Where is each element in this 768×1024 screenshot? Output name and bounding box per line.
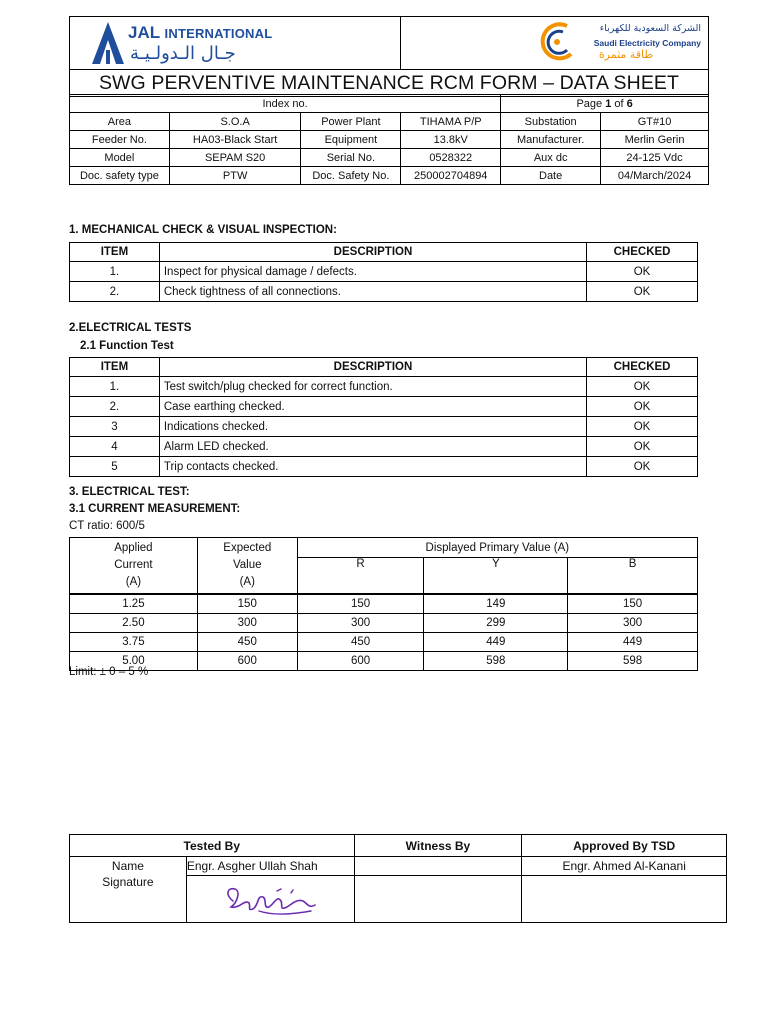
section2-subheading: 2.1 Function Test (80, 340, 174, 352)
item-description: Case earthing checked. (159, 397, 586, 417)
measure-cell: 150 (197, 594, 297, 614)
tested-by-name: Engr. Asgher Ullah Shah (186, 857, 354, 876)
table-row (70, 594, 698, 614)
table-row (70, 282, 698, 302)
info-cell: Equipment (301, 131, 401, 149)
table-row (70, 652, 698, 671)
col-item: ITEM (70, 243, 160, 262)
measure-cell: 3.75 (70, 633, 198, 652)
form-header (69, 16, 709, 97)
measure-cell: 299 (424, 614, 568, 633)
info-cell: HA03-Black Start (169, 131, 301, 149)
measure-cell: 600 (197, 652, 297, 671)
table-row (70, 437, 698, 457)
col-expected-line: Expected (223, 542, 272, 554)
table-header-row (70, 243, 698, 262)
table-row (70, 457, 698, 477)
tested-by-signature (186, 875, 354, 923)
table-row (70, 149, 709, 167)
page-of: of (611, 97, 627, 110)
col-phase-y: Y (424, 558, 568, 594)
table-row (70, 875, 727, 923)
page-indicator (501, 95, 709, 113)
signature-label: Signature (70, 875, 187, 923)
info-cell: PTW (169, 167, 301, 185)
sec-logo-arabic: الشركة السعودية للكهرباء (599, 23, 701, 34)
measure-cell: 300 (197, 614, 297, 633)
measure-cell: 300 (568, 614, 698, 633)
table-row (70, 857, 727, 876)
col-expected-line: (A) (239, 576, 255, 588)
table-row (70, 397, 698, 417)
info-cell: Aux dc (501, 149, 601, 167)
table-row (70, 262, 698, 282)
info-cell: 250002704894 (401, 167, 501, 185)
col-applied-line: Current (114, 559, 153, 571)
table-row (70, 167, 709, 185)
info-cell: 04/March/2024 (601, 167, 709, 185)
info-cell: Doc. safety type (70, 167, 170, 185)
info-cell: Feeder No. (70, 131, 170, 149)
col-expected-value (197, 538, 297, 595)
section2-heading: 2.ELECTRICAL TESTS (69, 322, 192, 334)
sec-logo-english: Saudi Electricity Company (593, 38, 701, 48)
item-checked: OK (587, 397, 698, 417)
item-description: Alarm LED checked. (159, 437, 586, 457)
jal-logo-text: JAL (128, 23, 160, 42)
info-cell: Date (501, 167, 601, 185)
measure-cell: 150 (568, 594, 698, 614)
info-cell: Serial No. (301, 149, 401, 167)
measure-cell: 598 (568, 652, 698, 671)
info-cell: GT#10 (601, 113, 709, 131)
page-prefix: Page (576, 97, 606, 110)
table-row (70, 95, 709, 113)
col-displayed-primary: Displayed Primary Value (A) (297, 538, 697, 558)
jal-logo-icon (88, 20, 128, 66)
measure-cell: 150 (297, 594, 424, 614)
table-header-row (70, 358, 698, 377)
info-cell: SEPAM S20 (169, 149, 301, 167)
table-row (70, 113, 709, 131)
col-item: ITEM (70, 358, 160, 377)
item-checked: OK (587, 457, 698, 477)
measure-cell: 449 (568, 633, 698, 652)
table-row (70, 131, 709, 149)
section3-heading: 3. ELECTRICAL TEST: (69, 486, 190, 498)
col-description: DESCRIPTION (159, 358, 586, 377)
col-phase-r: R (297, 558, 424, 594)
info-cell: Model (70, 149, 170, 167)
info-cell: Merlin Gerin (601, 131, 709, 149)
measure-cell: 149 (424, 594, 568, 614)
col-applied-line: Applied (114, 542, 153, 554)
col-expected-line: Value (232, 559, 262, 571)
limit-note: Limit: ± 0 – 5 % (69, 666, 149, 678)
approved-by-name: Engr. Ahmed Al-Kanani (522, 857, 727, 876)
measure-cell: 598 (424, 652, 568, 671)
measure-cell: 300 (297, 614, 424, 633)
info-cell: TIHAMA P/P (401, 113, 501, 131)
page-current: 1 (605, 97, 612, 110)
item-number: 3 (70, 417, 160, 437)
item-number: 1. (70, 377, 160, 397)
function-test-table (69, 357, 698, 477)
table-header-row (70, 538, 698, 558)
item-description: Test switch/plug checked for correct function. (159, 377, 586, 397)
sec-logo-cell (401, 17, 709, 70)
index-label: Index no. (70, 95, 501, 113)
measure-cell: 450 (297, 633, 424, 652)
mechanical-check-table (69, 242, 698, 302)
col-witness-by: Witness By (354, 835, 522, 857)
info-cell: Manufacturer. (501, 131, 601, 149)
approved-by-signature (522, 875, 727, 923)
item-number: 1. (70, 262, 160, 282)
page-title: SWG PERVENTIVE MAINTENANCE RCM FORM – DATA SHEET (70, 70, 709, 97)
table-row (70, 614, 698, 633)
measure-cell: 2.50 (70, 614, 198, 633)
info-cell: Area (70, 113, 170, 131)
info-cell: 13.8kV (401, 131, 501, 149)
col-applied-line: (A) (125, 576, 142, 588)
jal-logo-arabic: جـال الـدولـيـة (130, 43, 236, 64)
col-tested-by: Tested By (70, 835, 355, 857)
info-cell: 0528322 (401, 149, 501, 167)
col-applied-current (70, 538, 198, 595)
item-description: Trip contacts checked. (159, 457, 586, 477)
col-phase-b: B (568, 558, 698, 594)
measure-cell: 1.25 (70, 594, 198, 614)
item-description: Inspect for physical damage / defects. (159, 262, 586, 282)
item-description: Check tightness of all connections. (159, 282, 586, 302)
section1-heading: 1. MECHANICAL CHECK & VISUAL INSPECTION: (69, 224, 337, 236)
witness-by-signature (354, 875, 522, 923)
info-cell: Substation (501, 113, 601, 131)
item-description: Indications checked. (159, 417, 586, 437)
item-number: 5 (70, 457, 160, 477)
current-measurement-table (69, 537, 698, 671)
info-cell: Power Plant (301, 113, 401, 131)
table-row (70, 633, 698, 652)
item-number: 4 (70, 437, 160, 457)
info-cell: S.O.A (169, 113, 301, 131)
table-header-row (70, 835, 727, 857)
measure-cell: 5.00 (70, 652, 198, 671)
sec-logo-slogan: طاقة مثمرة (598, 48, 654, 61)
section3-subheading: 3.1 CURRENT MEASUREMENT: (69, 503, 241, 515)
signoff-table (69, 834, 727, 923)
item-checked: OK (587, 377, 698, 397)
info-table (69, 94, 709, 185)
measure-cell: 450 (197, 633, 297, 652)
measure-cell: 449 (424, 633, 568, 652)
col-approved-by: Approved By TSD (522, 835, 727, 857)
item-number: 2. (70, 397, 160, 417)
col-checked: CHECKED (587, 243, 698, 262)
item-checked: OK (587, 262, 698, 282)
info-cell: Doc. Safety No. (301, 167, 401, 185)
measure-cell: 600 (297, 652, 424, 671)
witness-by-name (354, 857, 522, 876)
item-number: 2. (70, 282, 160, 302)
ct-ratio: CT ratio: 600/5 (69, 520, 145, 532)
jal-logo-cell (70, 17, 401, 70)
table-row (70, 417, 698, 437)
table-row (70, 377, 698, 397)
signature-icon (219, 881, 329, 921)
item-checked: OK (587, 417, 698, 437)
item-checked: OK (587, 282, 698, 302)
page-total: 6 (626, 97, 633, 110)
col-description: DESCRIPTION (159, 243, 586, 262)
info-cell: 24-125 Vdc (601, 149, 709, 167)
jal-logo-text-2: INTERNATIONAL (164, 26, 273, 41)
col-checked: CHECKED (587, 358, 698, 377)
item-checked: OK (587, 437, 698, 457)
name-label: Name (70, 857, 187, 876)
